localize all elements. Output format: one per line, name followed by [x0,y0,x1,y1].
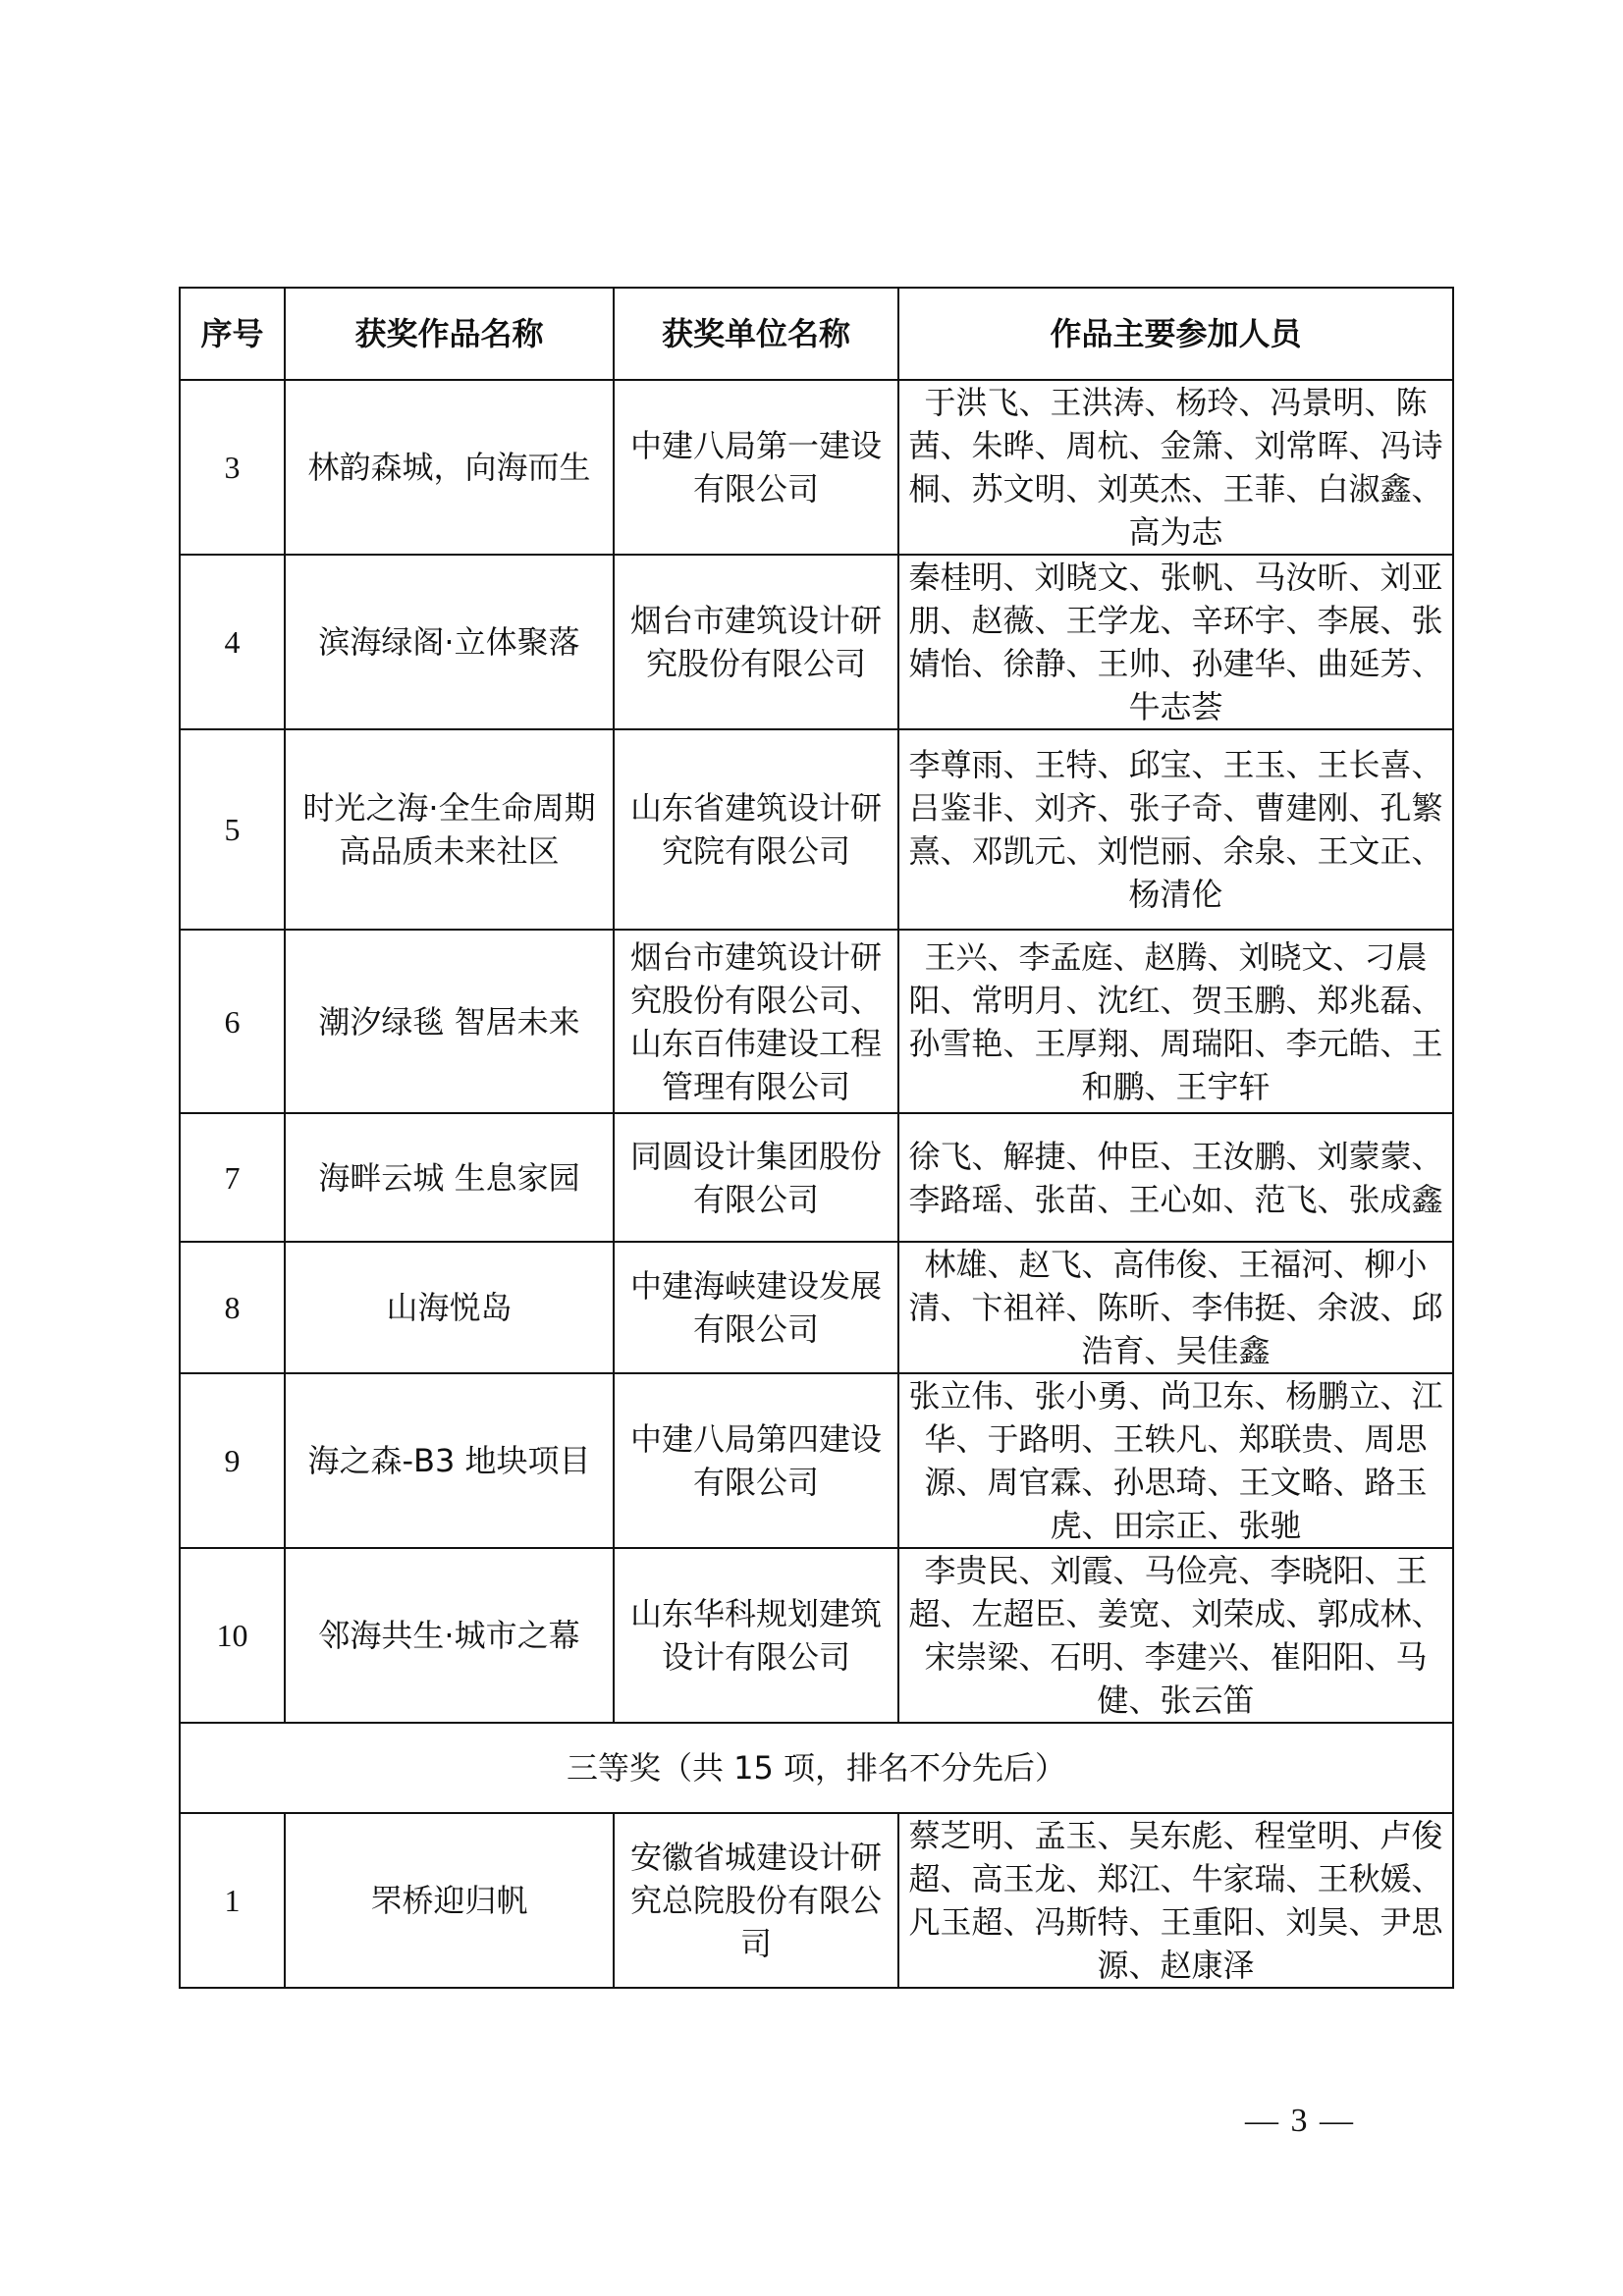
work-name: 邻海共生·城市之幕 [285,1548,614,1723]
work-name: 滨海绿阁·立体聚落 [285,555,614,729]
unit-name: 中建八局第一建设有限公司 [614,380,898,555]
unit-name: 同圆设计集团股份有限公司 [614,1113,898,1242]
unit-name: 山东省建筑设计研究院有限公司 [614,729,898,930]
participants: 李贵民、刘霞、马俭亮、李晓阳、王超、左超臣、姜宽、刘荣成、郭成林、宋崇梁、石明、李建兴、崔阳阳、马健、张云笛 [898,1548,1453,1723]
participants: 蔡芝明、孟玉、吴东彪、程堂明、卢俊超、高玉龙、郑江、牛家瑞、王秋媛、凡玉超、冯斯特、王重阳、刘昊、尹思源、赵康泽 [898,1813,1453,1988]
awards-table [179,287,1454,1989]
row-number: 1 [180,1813,285,1988]
unit-name: 中建海峡建设发展有限公司 [614,1242,898,1373]
section-row [180,1723,1453,1813]
work-name: 罘桥迎归帆 [285,1813,614,1988]
unit-name: 烟台市建筑设计研究股份有限公司、山东百伟建设工程管理有限公司 [614,930,898,1113]
row-number: 7 [180,1113,285,1242]
row-number: 8 [180,1242,285,1373]
header-unit: 获奖单位名称 [614,288,898,380]
participants: 李尊雨、王特、邱宝、王玉、王长喜、吕鉴非、刘齐、张子奇、曹建刚、孔繁熹、邓凯元、刘恺丽、余泉、王文正、杨清伦 [898,729,1453,930]
row-number: 5 [180,729,285,930]
table-row [180,1373,1453,1548]
row-number: 6 [180,930,285,1113]
unit-name: 中建八局第四建设有限公司 [614,1373,898,1548]
table-header-row [180,288,1453,380]
row-number: 9 [180,1373,285,1548]
participants: 张立伟、张小勇、尚卫东、杨鹏立、江华、于路明、王轶凡、郑联贵、周思源、周官霖、孙思琦、王文略、路玉虎、田宗正、张驰 [898,1373,1453,1548]
unit-name: 烟台市建筑设计研究股份有限公司 [614,555,898,729]
participants: 徐飞、解捷、仲臣、王汝鹏、刘蒙蒙、李路瑶、张苗、王心如、范飞、张成鑫 [898,1113,1453,1242]
work-name: 山海悦岛 [285,1242,614,1373]
work-name: 潮汐绿毯 智居未来 [285,930,614,1113]
table-row [180,1113,1453,1242]
work-name: 海畔云城 生息家园 [285,1113,614,1242]
participants: 王兴、李孟庭、赵腾、刘晓文、刁晨阳、常明月、沈红、贺玉鹏、郑兆磊、孙雪艳、王厚翔、周瑞阳、李元皓、王和鹏、王宇轩 [898,930,1453,1113]
work-name: 海之森-B3 地块项目 [285,1373,614,1548]
row-number: 4 [180,555,285,729]
header-people: 作品主要参加人员 [898,288,1453,380]
participants: 林雄、赵飞、高伟俊、王福河、柳小清、卞祖祥、陈昕、李伟挺、余波、邱浩育、吴佳鑫 [898,1242,1453,1373]
table-row [180,380,1453,555]
header-no: 序号 [180,288,285,380]
table-row [180,555,1453,729]
row-number: 3 [180,380,285,555]
unit-name: 山东华科规划建筑设计有限公司 [614,1548,898,1723]
row-number: 10 [180,1548,285,1723]
unit-name: 安徽省城建设计研究总院股份有限公司 [614,1813,898,1988]
table-row [180,930,1453,1113]
work-name: 时光之海·全生命周期高品质未来社区 [285,729,614,930]
page-number: — 3 — [1245,2103,1355,2139]
work-name: 林韵森城，向海而生 [285,380,614,555]
table-row [180,1242,1453,1373]
table-row [180,1813,1453,1988]
table-row [180,1548,1453,1723]
table-row [180,729,1453,930]
header-work: 获奖作品名称 [285,288,614,380]
participants: 秦桂明、刘晓文、张帆、马汝昕、刘亚朋、赵薇、王学龙、辛环宇、李展、张婧怡、徐静、王帅、孙建华、曲延芳、牛志荟 [898,555,1453,729]
section-title: 三等奖（共 15 项，排名不分先后） [180,1723,1453,1813]
participants: 于洪飞、王洪涛、杨玲、冯景明、陈茜、朱晔、周杭、金箫、刘常晖、冯诗桐、苏文明、刘英杰、王菲、白淑鑫、高为志 [898,380,1453,555]
